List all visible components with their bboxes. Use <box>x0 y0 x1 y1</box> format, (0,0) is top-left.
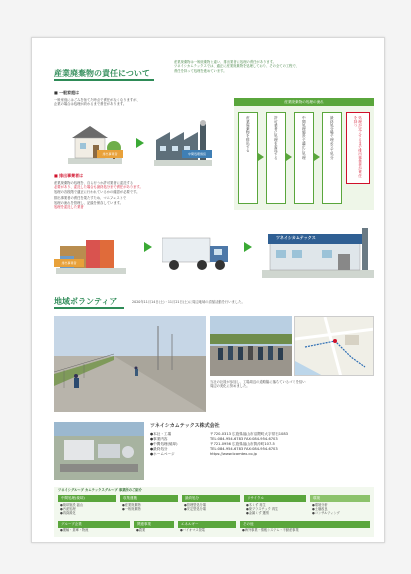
flow-step-3 <box>294 112 314 204</box>
group-item: ●木くず 再生 <box>246 503 266 507</box>
group-item: ●土壌改良 <box>312 507 328 512</box>
group-item: ●焼却施設 福山 <box>60 503 83 507</box>
point2-line-3: 処理の各段階で適正に行われているかの確認が必要です。 <box>54 189 140 194</box>
volunteer-underline <box>54 307 124 309</box>
point2-heading: ■ 排出事業者は <box>54 173 84 178</box>
company-row-label: ●事業内容 <box>150 437 168 441</box>
flow-arrow-2 <box>286 153 292 161</box>
point1-line-2: 企業の場合は処理が終わるまで責任があります。 <box>54 102 127 107</box>
company-row-label: ●最終処分 <box>150 447 168 451</box>
group-box-label: エネルギー <box>178 521 236 528</box>
group-box-items <box>122 503 141 511</box>
group-box-3 <box>182 495 240 515</box>
group-item: ●産業廃棄物 <box>122 503 141 507</box>
group-box-label: その他 <box>240 521 370 528</box>
group-item: ●バイオマス発電 <box>180 528 205 532</box>
group-bottom-box-4 <box>240 521 370 532</box>
flow-step-1 <box>238 112 258 204</box>
title-underline <box>54 79 154 81</box>
truck-label: 排出事業者 <box>54 259 84 267</box>
group-bottom-box-3 <box>178 521 236 532</box>
company-row <box>150 452 374 457</box>
group-item: ●一般廃棄物 <box>122 507 141 512</box>
group-panel <box>54 487 374 537</box>
group-item: ●農業 <box>136 528 146 532</box>
group-item: ●コンサルティング <box>312 511 340 516</box>
point2-red-text: 処理を委託した業者 <box>54 205 84 210</box>
group-box-label: リサイクル <box>244 495 306 502</box>
flow-step-2-text: 許可業者に処理を委託する <box>274 116 279 160</box>
point2-line-1: 産業廃棄物の処理を、自ら行うか許可業者に委託する <box>54 181 134 185</box>
intro-line-1: 産業廃棄物は一般廃棄物と違い、排出業者に処理の責任があります。 <box>174 60 276 64</box>
group-box-items <box>246 503 278 516</box>
group-box-items <box>184 503 206 511</box>
group-bottom-box-1 <box>58 521 130 532</box>
group-item: ●安定型処分場 <box>184 507 206 512</box>
group-item: ●再資源化 <box>60 511 76 516</box>
arrow-house-to-factory <box>136 138 144 148</box>
group-item: ●管理型処分場 <box>184 503 206 507</box>
group-bottom-box-2 <box>134 521 174 532</box>
flow-step-3-text: 中間処理施設で適正に処理 <box>302 116 307 160</box>
point1-line-1: 一般家庭にはごみを捨てた時点で責任がなくなりますが、 <box>54 98 140 102</box>
company-row-value: 〒721-0956 広島県福山市箕沖町107-5 <box>210 442 275 446</box>
point2-line-2: 必要があり、委託した場合も最終処分まで責任があります。 <box>54 185 143 190</box>
volunteer-caption <box>210 380 374 389</box>
group-box-items <box>312 503 340 516</box>
group-box-label: 収集運搬 <box>120 495 178 502</box>
group-box-label: 中間処理(焼却) <box>58 495 116 502</box>
point1-text <box>54 98 244 107</box>
intro-line-3: 責任を持って処理を進めています。 <box>174 68 227 73</box>
flow-arrow-3 <box>314 153 320 161</box>
photo-road-cleanup <box>54 316 206 412</box>
section-title-volunteer: 地域ボランティア <box>54 297 118 306</box>
company-row-label: ●ホームページ <box>150 452 175 456</box>
company-info <box>150 432 374 457</box>
company-row-value: TEL:084-954-6783 FAX:084-954-6703 <box>210 437 278 441</box>
pallet-illustration <box>56 226 126 278</box>
flow-step-4 <box>322 112 342 204</box>
group-box-items <box>60 503 83 516</box>
company-row-label: ●中間処理(焼却) <box>150 442 178 446</box>
arrow-truck-to-building <box>244 242 252 252</box>
house-illustration <box>66 118 124 168</box>
group-item: ●廃プラスチック 再生 <box>246 507 279 512</box>
flow-title: 産業廃棄物の処理の流れ <box>234 98 374 106</box>
house-label: 排出事業者 <box>97 150 123 158</box>
factory-label: 中間処理施設 <box>182 150 212 158</box>
group-item: ●環境分析 <box>312 503 328 507</box>
group-item: ●運輸・倉庫・物流 <box>60 528 89 532</box>
group-box-label: 最終処分 <box>182 495 240 502</box>
point2-note-1: 排出事業者の責任を果たすため、マニフェストで <box>54 196 127 201</box>
group-box-5 <box>310 495 370 515</box>
company-row-label: ●本社・工場 <box>150 432 172 436</box>
flow-step-2 <box>266 112 286 204</box>
group-box-2 <box>120 495 178 515</box>
flow-step-4-text: 最終処分場で埋め立て処分 <box>330 116 335 160</box>
factory-illustration <box>152 120 214 168</box>
point1-heading: ■ 一般家庭は <box>54 90 80 95</box>
group-title: ツネイシグループ カムテックスグループ 事業所のご紹介 <box>58 488 142 492</box>
photo-aerial-facility <box>54 422 144 480</box>
group-item: ●汚泥処理 <box>60 507 76 512</box>
flow-panel <box>234 98 374 210</box>
caption-line-1: 当社の社員が参加し、工場周辺の道路脇に落ちているゴミを拾い <box>210 380 306 384</box>
map-cleanup-area <box>294 316 374 376</box>
company-name: ツネイシカムテックス株式会社 <box>150 423 220 429</box>
building-label: ツネイシカムテックス <box>276 235 316 240</box>
group-box-label: 環境 <box>310 495 370 502</box>
group-box-label: グループ企業 <box>58 521 130 528</box>
building-illustration <box>262 224 374 278</box>
arrow-pallet-to-truck <box>144 242 152 252</box>
group-box-1 <box>58 495 116 515</box>
group-item: ●金属くず 選別 <box>246 511 269 516</box>
point2-text <box>54 181 244 209</box>
flow-responsibility-note <box>346 112 370 184</box>
flow-step-1-text: 産業廃棄物を排出する <box>246 116 251 152</box>
section-title-responsibility: 産業廃棄物の責任について <box>54 69 150 78</box>
point2-note-2: 処理の流れを管理し、記録を保存しています。 <box>54 200 123 205</box>
flow-red-text: 処理が完了するまで排出事業者が責任を持つ <box>354 116 363 178</box>
photo-group-volunteers <box>210 316 292 376</box>
group-item: ●海外事業・情報システム・不動産事業 <box>242 528 299 532</box>
truck-illustration <box>162 232 232 274</box>
company-row-value: TEL:084-954-6783 FAX:084-954-6703 <box>210 447 278 451</box>
group-box-4 <box>244 495 306 515</box>
flow-arrow-1 <box>258 153 264 161</box>
volunteer-subtitle: 2020年11月14日(土)・11月21日(土)に周辺地域の清掃活動を行いました。 <box>132 300 245 304</box>
group-box-label: 関連事業 <box>134 521 174 528</box>
caption-line-2: 周辺の美化に努めました。 <box>210 384 250 389</box>
company-row-value: 〒720-0313 広島県福山市沼隈町大字常石1083 <box>210 432 288 436</box>
intro-line-2: ツネイシカムテックスでは、適正に産業廃棄物を処理しており、その全ての工程で、 <box>174 64 299 69</box>
company-row-value[interactable]: https://www.tcamtex.co.jp <box>210 452 257 456</box>
intro-text <box>174 60 374 73</box>
document-page <box>31 37 385 543</box>
